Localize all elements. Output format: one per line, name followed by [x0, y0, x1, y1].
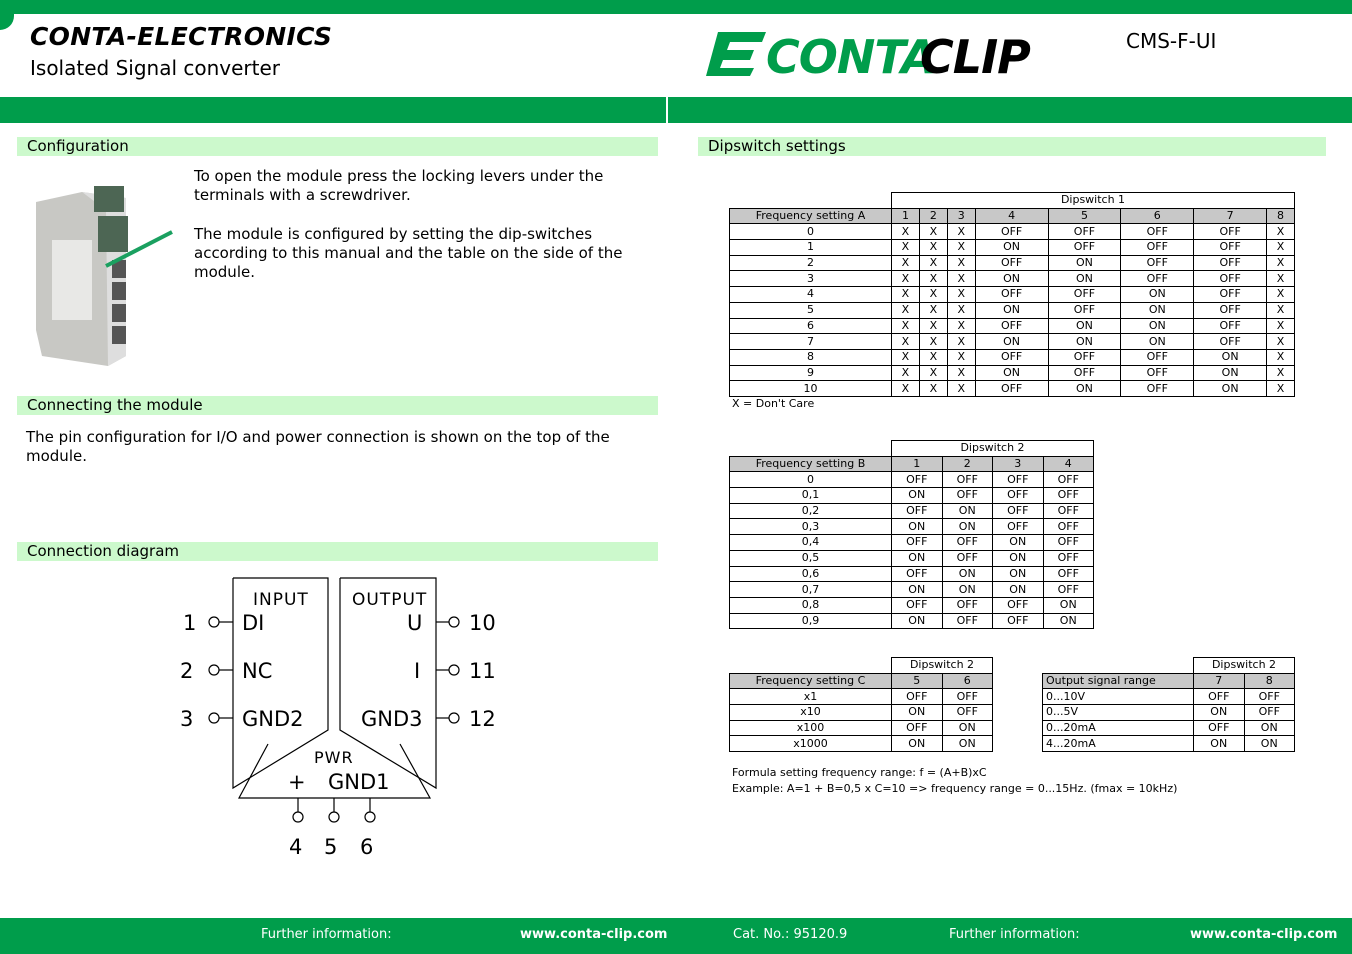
switch-state-cell: X: [947, 349, 975, 365]
footer-web-left[interactable]: www.conta-clip.com: [520, 927, 668, 942]
switch-state-cell: ON: [892, 488, 943, 504]
switch-state-cell: X: [947, 318, 975, 334]
dipswitch2-header-c: Dipswitch 2: [892, 658, 993, 674]
pin-2: 2: [180, 659, 194, 683]
switch-state-cell: ON: [975, 302, 1048, 318]
green-band-left: [0, 97, 666, 123]
setting-value-cell: 3: [730, 271, 892, 287]
switch-state-cell: OFF: [1043, 519, 1094, 535]
switch-state-cell: OFF: [1194, 318, 1267, 334]
switch-state-cell: OFF: [1048, 287, 1121, 303]
switch-state-cell: OFF: [993, 613, 1044, 629]
output-label: OUTPUT: [352, 590, 428, 610]
table-row: [1043, 720, 1295, 736]
setting-value-cell: 10: [730, 381, 892, 397]
pin-3: 3: [180, 707, 194, 731]
switch-state-cell: X: [947, 255, 975, 271]
switch-state-cell: OFF: [1194, 255, 1267, 271]
footer-web-right[interactable]: www.conta-clip.com: [1190, 927, 1338, 942]
switch-state-cell: OFF: [975, 318, 1048, 334]
switch-state-cell: ON: [1043, 597, 1094, 613]
pin-11: 11: [469, 659, 496, 683]
setting-value-cell: 0,7: [730, 582, 892, 598]
module-photo: [22, 180, 182, 370]
setting-value-cell: 6: [730, 318, 892, 334]
table-label-cell: Frequency setting C: [730, 673, 892, 689]
switch-state-cell: OFF: [1194, 302, 1267, 318]
connecting-text: The pin configuration for I/O and power connection is shown on the top of the module.: [26, 428, 610, 465]
switch-column-header: 6: [1121, 208, 1194, 224]
switch-state-cell: OFF: [1043, 566, 1094, 582]
table-row: [730, 255, 1295, 271]
input-di: DI: [242, 611, 265, 635]
pin-10: 10: [469, 611, 496, 635]
switch-state-cell: ON: [892, 736, 943, 752]
switch-state-cell: OFF: [1121, 381, 1194, 397]
switch-state-cell: OFF: [993, 488, 1044, 504]
switch-state-cell: ON: [975, 334, 1048, 350]
switch-state-cell: X: [1267, 224, 1295, 240]
switch-state-cell: OFF: [1244, 689, 1295, 705]
switch-state-cell: ON: [993, 566, 1044, 582]
switch-state-cell: OFF: [1194, 287, 1267, 303]
setting-value-cell: 0: [730, 224, 892, 240]
setting-value-cell: 0,1: [730, 488, 892, 504]
footer-info-left: Further information:: [261, 927, 392, 942]
product-code: CMS-F-UI: [1126, 29, 1217, 53]
switch-column-header: 7: [1194, 673, 1245, 689]
setting-value-cell: 0,5: [730, 550, 892, 566]
table-label-cell: Frequency setting A: [730, 208, 892, 224]
setting-value-cell: 5: [730, 302, 892, 318]
table-row: [730, 705, 993, 721]
frequency-a-table: [729, 192, 1295, 397]
setting-value-cell: 0: [730, 472, 892, 488]
top-green-bar: [0, 0, 1352, 14]
switch-state-cell: X: [892, 240, 920, 256]
switch-state-cell: OFF: [892, 535, 943, 551]
switch-state-cell: X: [947, 287, 975, 303]
switch-state-cell: OFF: [993, 472, 1044, 488]
switch-state-cell: OFF: [975, 381, 1048, 397]
pwr-label: PWR: [314, 748, 354, 767]
switch-state-cell: OFF: [1121, 240, 1194, 256]
switch-state-cell: X: [919, 255, 947, 271]
switch-state-cell: ON: [1244, 736, 1295, 752]
switch-state-cell: X: [947, 381, 975, 397]
switch-state-cell: ON: [892, 550, 943, 566]
table-row: [730, 566, 1094, 582]
switch-column-header: 4: [1043, 456, 1094, 472]
switch-state-cell: X: [947, 271, 975, 287]
switch-state-cell: OFF: [942, 613, 993, 629]
svg-text:CLIP: CLIP: [920, 30, 1030, 80]
switch-state-cell: ON: [1194, 705, 1245, 721]
switch-state-cell: OFF: [1048, 302, 1121, 318]
config-text-1: To open the module press the locking levers under the terminals with a screwdriver.: [194, 167, 604, 204]
connection-diagram: [160, 570, 520, 870]
switch-state-cell: X: [1267, 271, 1295, 287]
switch-state-cell: OFF: [975, 349, 1048, 365]
setting-value-cell: 0,2: [730, 503, 892, 519]
switch-state-cell: X: [892, 287, 920, 303]
switch-state-cell: ON: [1043, 613, 1094, 629]
switch-state-cell: X: [919, 349, 947, 365]
setting-value-cell: 1: [730, 240, 892, 256]
switch-column-header: 2: [919, 208, 947, 224]
switch-state-cell: X: [1267, 381, 1295, 397]
table-row: [730, 535, 1094, 551]
setting-value-cell: 0,3: [730, 519, 892, 535]
switch-state-cell: X: [919, 334, 947, 350]
switch-state-cell: X: [1267, 349, 1295, 365]
table-row: [730, 597, 1094, 613]
table-row: [730, 689, 993, 705]
switch-state-cell: ON: [1194, 736, 1245, 752]
brand-title: CONTA-ELECTRONICS: [30, 22, 333, 51]
switch-state-cell: X: [1267, 287, 1295, 303]
switch-state-cell: OFF: [1043, 550, 1094, 566]
power-gnd1: GND1: [328, 770, 390, 794]
table-row: [730, 582, 1094, 598]
switch-state-cell: ON: [1048, 255, 1121, 271]
table-row: [730, 503, 1094, 519]
switch-state-cell: ON: [942, 720, 993, 736]
switch-column-header: 1: [892, 208, 920, 224]
switch-state-cell: ON: [942, 582, 993, 598]
contaclip-logo: [704, 28, 1034, 80]
switch-state-cell: ON: [942, 736, 993, 752]
switch-state-cell: ON: [1121, 302, 1194, 318]
switch-state-cell: OFF: [892, 597, 943, 613]
setting-value-cell: 0...5V: [1043, 705, 1194, 721]
table-row: [730, 519, 1094, 535]
setting-value-cell: 2: [730, 255, 892, 271]
setting-value-cell: x1: [730, 689, 892, 705]
table-row: [730, 334, 1295, 350]
output-gnd3: GND3: [361, 707, 423, 731]
switch-state-cell: ON: [1048, 381, 1121, 397]
table-label-cell: Output signal range: [1043, 673, 1194, 689]
switch-state-cell: OFF: [1121, 224, 1194, 240]
switch-state-cell: X: [1267, 255, 1295, 271]
switch-state-cell: X: [947, 240, 975, 256]
top-notch: [0, 14, 14, 30]
switch-column-header: 1: [892, 456, 943, 472]
input-nc: NC: [242, 659, 273, 683]
switch-state-cell: X: [892, 224, 920, 240]
switch-state-cell: X: [947, 365, 975, 381]
switch-state-cell: X: [919, 224, 947, 240]
switch-state-cell: ON: [993, 582, 1044, 598]
example-text: Example: A=1 + B=0,5 x C=10 => frequency range = 0...15Hz. (fmax = 10kHz): [732, 782, 1178, 795]
switch-state-cell: OFF: [1048, 224, 1121, 240]
switch-state-cell: OFF: [1194, 271, 1267, 287]
switch-state-cell: OFF: [942, 597, 993, 613]
switch-state-cell: X: [1267, 302, 1295, 318]
switch-state-cell: OFF: [942, 550, 993, 566]
switch-state-cell: ON: [942, 519, 993, 535]
table-row: [730, 381, 1295, 397]
frequency-c-table: [729, 657, 993, 752]
table-row: [730, 720, 993, 736]
switch-state-cell: X: [919, 381, 947, 397]
setting-value-cell: 0,4: [730, 535, 892, 551]
switch-state-cell: X: [919, 318, 947, 334]
switch-state-cell: X: [892, 365, 920, 381]
setting-value-cell: 8: [730, 349, 892, 365]
switch-state-cell: OFF: [892, 689, 943, 705]
setting-value-cell: 0...10V: [1043, 689, 1194, 705]
switch-state-cell: ON: [892, 582, 943, 598]
switch-state-cell: OFF: [1043, 472, 1094, 488]
setting-value-cell: x1000: [730, 736, 892, 752]
pin-1: 1: [183, 611, 197, 635]
setting-value-cell: x100: [730, 720, 892, 736]
switch-state-cell: ON: [1121, 287, 1194, 303]
switch-state-cell: OFF: [892, 566, 943, 582]
switch-state-cell: X: [919, 287, 947, 303]
setting-value-cell: 7: [730, 334, 892, 350]
switch-state-cell: ON: [942, 503, 993, 519]
footer-catalog-number: Cat. No.: 95120.9: [733, 927, 848, 942]
switch-state-cell: X: [892, 381, 920, 397]
setting-value-cell: 0...20mA: [1043, 720, 1194, 736]
output-range-table: [1042, 657, 1295, 752]
switch-state-cell: ON: [1121, 334, 1194, 350]
input-label: INPUT: [253, 590, 309, 610]
switch-state-cell: ON: [942, 566, 993, 582]
switch-state-cell: X: [919, 302, 947, 318]
switch-state-cell: OFF: [1194, 720, 1245, 736]
switch-state-cell: OFF: [942, 535, 993, 551]
table-row: [1043, 736, 1295, 752]
input-gnd2: GND2: [242, 707, 304, 731]
formula-text: Formula setting frequency range: f = (A+B)xC: [732, 766, 987, 779]
table-label-cell: Frequency setting B: [730, 456, 892, 472]
switch-column-header: 6: [942, 673, 993, 689]
switch-state-cell: X: [1267, 318, 1295, 334]
frequency-b-table: [729, 440, 1094, 629]
pin-4: 4: [289, 835, 303, 859]
switch-state-cell: OFF: [1043, 535, 1094, 551]
switch-state-cell: OFF: [942, 488, 993, 504]
dipswitch-heading: Dipswitch settings: [698, 137, 1326, 156]
switch-state-cell: OFF: [1048, 240, 1121, 256]
switch-state-cell: OFF: [1194, 689, 1245, 705]
switch-state-cell: ON: [1048, 334, 1121, 350]
switch-column-header: 4: [975, 208, 1048, 224]
switch-state-cell: OFF: [942, 689, 993, 705]
green-band-right: [668, 97, 1352, 123]
switch-state-cell: ON: [1194, 349, 1267, 365]
switch-state-cell: OFF: [892, 720, 943, 736]
table-row: [730, 271, 1295, 287]
switch-state-cell: X: [919, 271, 947, 287]
switch-column-header: 8: [1244, 673, 1295, 689]
dipswitch1-header: Dipswitch 1: [892, 193, 1295, 209]
switch-state-cell: ON: [993, 550, 1044, 566]
switch-state-cell: OFF: [975, 255, 1048, 271]
switch-state-cell: X: [919, 240, 947, 256]
switch-state-cell: ON: [1194, 381, 1267, 397]
pin-6: 6: [360, 835, 374, 859]
switch-column-header: 5: [1048, 208, 1121, 224]
dipswitch2-header-d: Dipswitch 2: [1194, 658, 1295, 674]
switch-state-cell: OFF: [1244, 705, 1295, 721]
setting-value-cell: 0,9: [730, 613, 892, 629]
setting-value-cell: 4...20mA: [1043, 736, 1194, 752]
table-row: [1043, 705, 1295, 721]
svg-text:CONTA: CONTA: [766, 30, 936, 80]
table-row: [730, 488, 1094, 504]
table-row: [730, 318, 1295, 334]
switch-column-header: 2: [942, 456, 993, 472]
output-i: I: [414, 659, 421, 683]
switch-state-cell: ON: [892, 705, 943, 721]
switch-state-cell: X: [892, 318, 920, 334]
switch-state-cell: OFF: [942, 472, 993, 488]
switch-state-cell: ON: [892, 613, 943, 629]
switch-column-header: 3: [947, 208, 975, 224]
switch-state-cell: X: [892, 334, 920, 350]
switch-state-cell: ON: [1121, 318, 1194, 334]
switch-state-cell: X: [1267, 365, 1295, 381]
table-row: [730, 224, 1295, 240]
switch-state-cell: OFF: [993, 519, 1044, 535]
switch-state-cell: ON: [1194, 365, 1267, 381]
pin-5: 5: [324, 835, 338, 859]
switch-state-cell: X: [1267, 240, 1295, 256]
switch-state-cell: X: [892, 255, 920, 271]
config-text-2: The module is configured by setting the dip-switches according to this manual and the table on the side of the module.: [194, 225, 623, 281]
switch-state-cell: OFF: [993, 503, 1044, 519]
table-row: [730, 736, 993, 752]
switch-state-cell: OFF: [1048, 349, 1121, 365]
setting-value-cell: x10: [730, 705, 892, 721]
dipswitch2-header-b: Dipswitch 2: [892, 441, 1094, 457]
switch-state-cell: OFF: [1043, 503, 1094, 519]
switch-state-cell: OFF: [1121, 271, 1194, 287]
setting-value-cell: 9: [730, 365, 892, 381]
pin-12: 12: [469, 707, 496, 731]
switch-state-cell: OFF: [975, 287, 1048, 303]
dont-care-note: X = Don't Care: [732, 397, 815, 410]
switch-state-cell: ON: [1048, 318, 1121, 334]
switch-state-cell: OFF: [1043, 582, 1094, 598]
switch-state-cell: OFF: [892, 503, 943, 519]
table-row: [730, 349, 1295, 365]
switch-state-cell: OFF: [1194, 240, 1267, 256]
switch-state-cell: OFF: [942, 705, 993, 721]
switch-state-cell: ON: [975, 365, 1048, 381]
switch-state-cell: X: [892, 271, 920, 287]
switch-state-cell: ON: [975, 240, 1048, 256]
setting-value-cell: 0,6: [730, 566, 892, 582]
table-row: [730, 550, 1094, 566]
switch-column-header: 3: [993, 456, 1044, 472]
switch-state-cell: OFF: [993, 597, 1044, 613]
setting-value-cell: 4: [730, 287, 892, 303]
switch-state-cell: ON: [1048, 271, 1121, 287]
switch-state-cell: OFF: [892, 472, 943, 488]
switch-state-cell: X: [919, 365, 947, 381]
switch-state-cell: ON: [975, 271, 1048, 287]
switch-state-cell: X: [947, 334, 975, 350]
table-row: [730, 302, 1295, 318]
switch-state-cell: OFF: [1043, 488, 1094, 504]
document-subtitle: Isolated Signal converter: [30, 56, 280, 80]
table-row: [730, 287, 1295, 303]
switch-state-cell: OFF: [975, 224, 1048, 240]
table-row: [730, 472, 1094, 488]
switch-column-header: 7: [1194, 208, 1267, 224]
switch-state-cell: X: [947, 302, 975, 318]
switch-state-cell: OFF: [1048, 365, 1121, 381]
switch-state-cell: OFF: [1121, 255, 1194, 271]
table-row: [730, 240, 1295, 256]
output-u: U: [407, 611, 423, 635]
power-plus: +: [288, 770, 306, 794]
diagram-heading: Connection diagram: [17, 542, 658, 561]
switch-column-header: 8: [1267, 208, 1295, 224]
connecting-heading: Connecting the module: [17, 396, 658, 415]
switch-state-cell: X: [1267, 334, 1295, 350]
switch-state-cell: ON: [993, 535, 1044, 551]
switch-state-cell: ON: [892, 519, 943, 535]
table-row: [730, 365, 1295, 381]
switch-column-header: 5: [892, 673, 943, 689]
setting-value-cell: 0,8: [730, 597, 892, 613]
footer-bar: [0, 918, 1352, 954]
table-row: [1043, 689, 1295, 705]
switch-state-cell: ON: [1244, 720, 1295, 736]
switch-state-cell: OFF: [1121, 349, 1194, 365]
footer-info-right: Further information:: [949, 927, 1080, 942]
table-row: [730, 613, 1094, 629]
switch-state-cell: OFF: [1121, 365, 1194, 381]
switch-state-cell: OFF: [1194, 334, 1267, 350]
configuration-heading: Configuration: [17, 137, 658, 156]
switch-state-cell: X: [892, 302, 920, 318]
switch-state-cell: OFF: [1194, 224, 1267, 240]
switch-state-cell: X: [947, 224, 975, 240]
switch-state-cell: X: [892, 349, 920, 365]
